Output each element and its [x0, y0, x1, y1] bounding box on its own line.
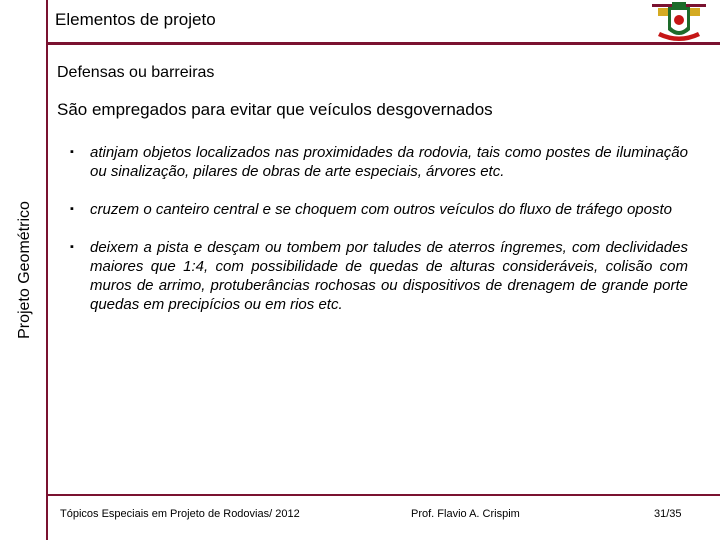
- bullet-icon: ▪: [70, 241, 74, 253]
- slide-subtitle: Defensas ou barreiras: [57, 64, 215, 81]
- bullet-list: [70, 143, 688, 333]
- bullet-item: [70, 200, 688, 219]
- page-number: 31/35: [654, 508, 682, 520]
- footer-author: Prof. Flavio A. Crispim: [411, 508, 520, 520]
- university-logo-icon: [650, 0, 708, 46]
- bullet-text: cruzem o canteiro central e se choquem com outros veículos do fluxo de tráfego oposto: [90, 201, 672, 218]
- footer-course: Tópicos Especiais em Projeto de Rodovias/ 2012: [60, 508, 300, 520]
- sidebar-label: Projeto Geométrico: [16, 201, 33, 339]
- bullet-icon: ▪: [70, 146, 74, 158]
- bullet-text: atinjam objetos localizados nas proximidades da rodovia, tais como postes de iluminação ou sinalização, pilares de obras de arte especiais, árvores etc.: [90, 144, 688, 180]
- intro-text: São empregados para evitar que veículos desgovernados: [57, 100, 493, 119]
- bullet-item: [70, 238, 688, 314]
- footer-divider: [48, 494, 720, 496]
- bullet-item: [70, 143, 688, 181]
- header-title: Elementos de projeto: [55, 10, 216, 29]
- header-divider: [48, 42, 720, 45]
- bullet-text: deixem a pista e desçam ou tombem por taludes de aterros íngremes, com declividades maiores que 1:4, com possibilidade de quedas de alturas consideráveis, colisão com muros de arrimo, protuberâncias rochosas ou dispositivos de drenagem de grande porte quedas em precipícios ou em rios etc.: [90, 239, 688, 313]
- bullet-icon: ▪: [70, 203, 74, 215]
